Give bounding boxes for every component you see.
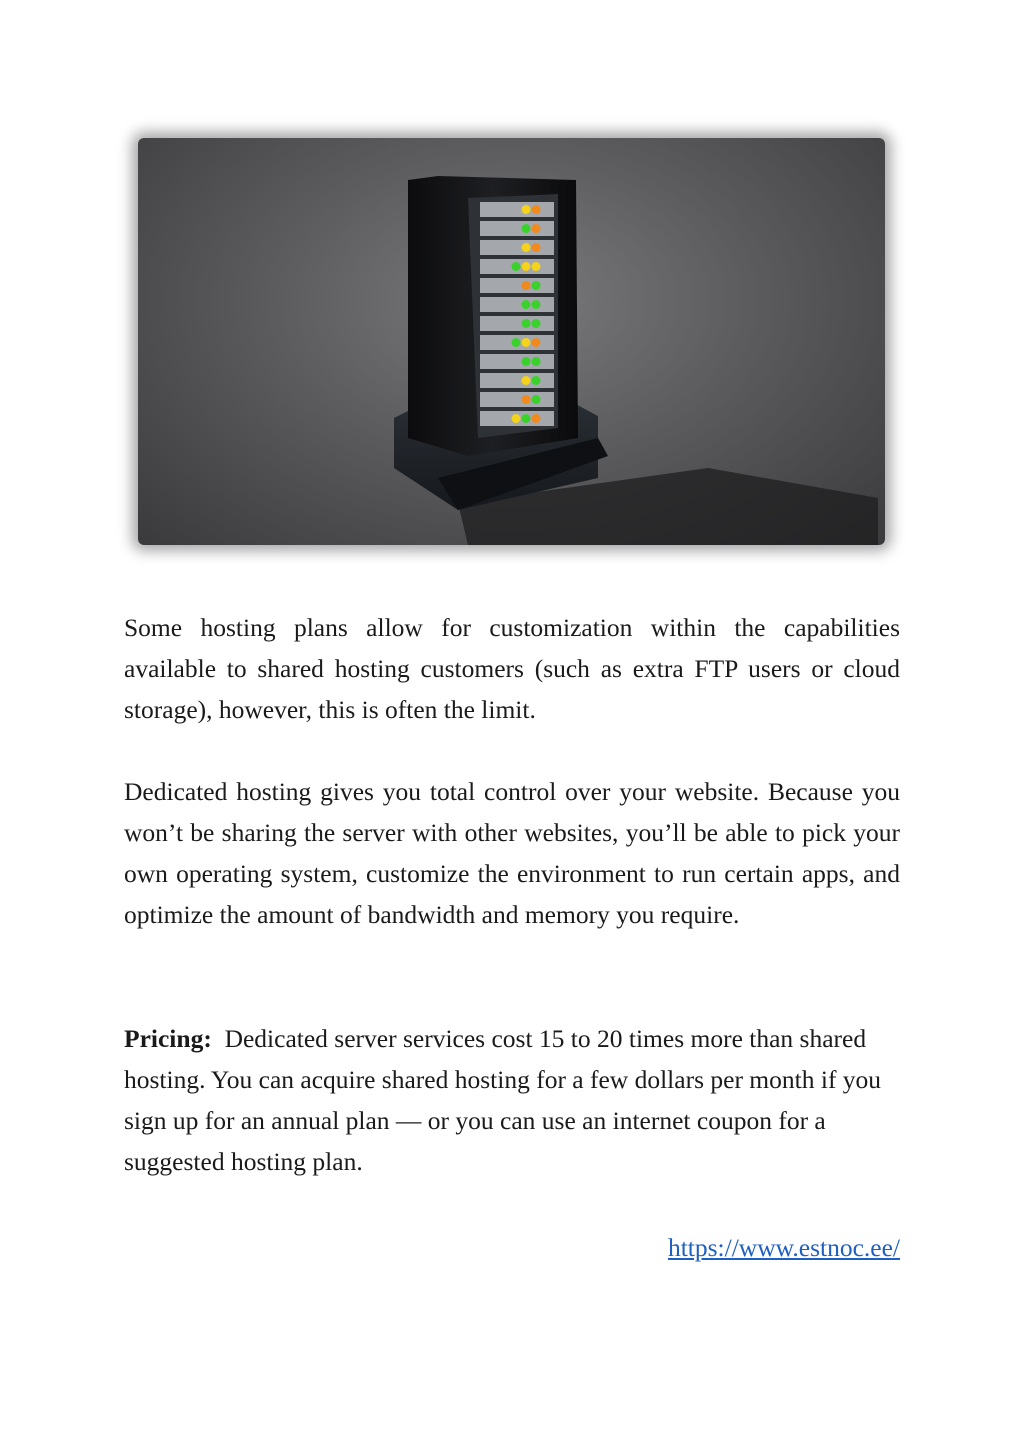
led-indicator <box>532 224 541 233</box>
paragraph-customization: Some hosting plans allow for customization within the capabilities available to shared hosting customers (such as extra FTP users or cloud storage), however, this is often the limit. <box>124 613 900 724</box>
led-indicator <box>522 281 531 290</box>
led-indicator <box>532 395 541 404</box>
server-slot <box>480 240 554 255</box>
led-indicator <box>532 414 541 423</box>
server-rack-icon <box>138 138 885 545</box>
server-slot <box>480 221 554 236</box>
led-indicator <box>522 300 531 309</box>
server-slot <box>480 278 554 293</box>
led-indicator <box>512 338 521 347</box>
server-slot <box>480 392 554 407</box>
led-indicator <box>532 376 541 385</box>
led-indicator <box>522 338 531 347</box>
pricing-label: Pricing: <box>124 1024 212 1053</box>
led-indicator <box>532 300 541 309</box>
led-indicator <box>522 319 531 328</box>
led-indicator <box>532 338 541 347</box>
paragraph-pricing <box>124 1018 900 1182</box>
led-indicator <box>532 281 541 290</box>
paragraph-dedicated-hosting: Dedicated hosting gives you total control over your website. Because you won’t be sharing the server with other websites, you’ll be able to pick your own operating system, customize the environment to run certain apps, and optimize the amount of bandwidth and memory you require. <box>124 777 900 929</box>
led-indicator <box>522 205 531 214</box>
led-indicator <box>512 414 521 423</box>
led-indicator <box>532 205 541 214</box>
server-slot <box>480 316 554 331</box>
server-slot <box>480 373 554 388</box>
led-indicator <box>532 357 541 366</box>
server-rack-image <box>138 138 885 545</box>
led-indicator <box>522 414 531 423</box>
led-indicator <box>522 376 531 385</box>
led-indicator <box>522 395 531 404</box>
pricing-body: Dedicated server services cost 15 to 20 times more than shared hosting. You can acquire shared hosting for a few dollars per month if you sign up for an annual plan — or you can use an internet coupon for a suggested hosting plan. <box>124 1024 882 1176</box>
server-slot <box>480 202 554 217</box>
led-indicator <box>522 357 531 366</box>
led-indicator <box>532 262 541 271</box>
website-link[interactable]: https://www.estnoc.ee/ <box>667 1233 900 1262</box>
led-indicator <box>522 224 531 233</box>
led-indicator <box>512 262 521 271</box>
led-indicator <box>532 319 541 328</box>
server-slot <box>480 297 554 312</box>
server-slot <box>480 354 554 369</box>
led-indicator <box>532 243 541 252</box>
led-indicator <box>522 262 531 271</box>
led-indicator <box>522 243 531 252</box>
